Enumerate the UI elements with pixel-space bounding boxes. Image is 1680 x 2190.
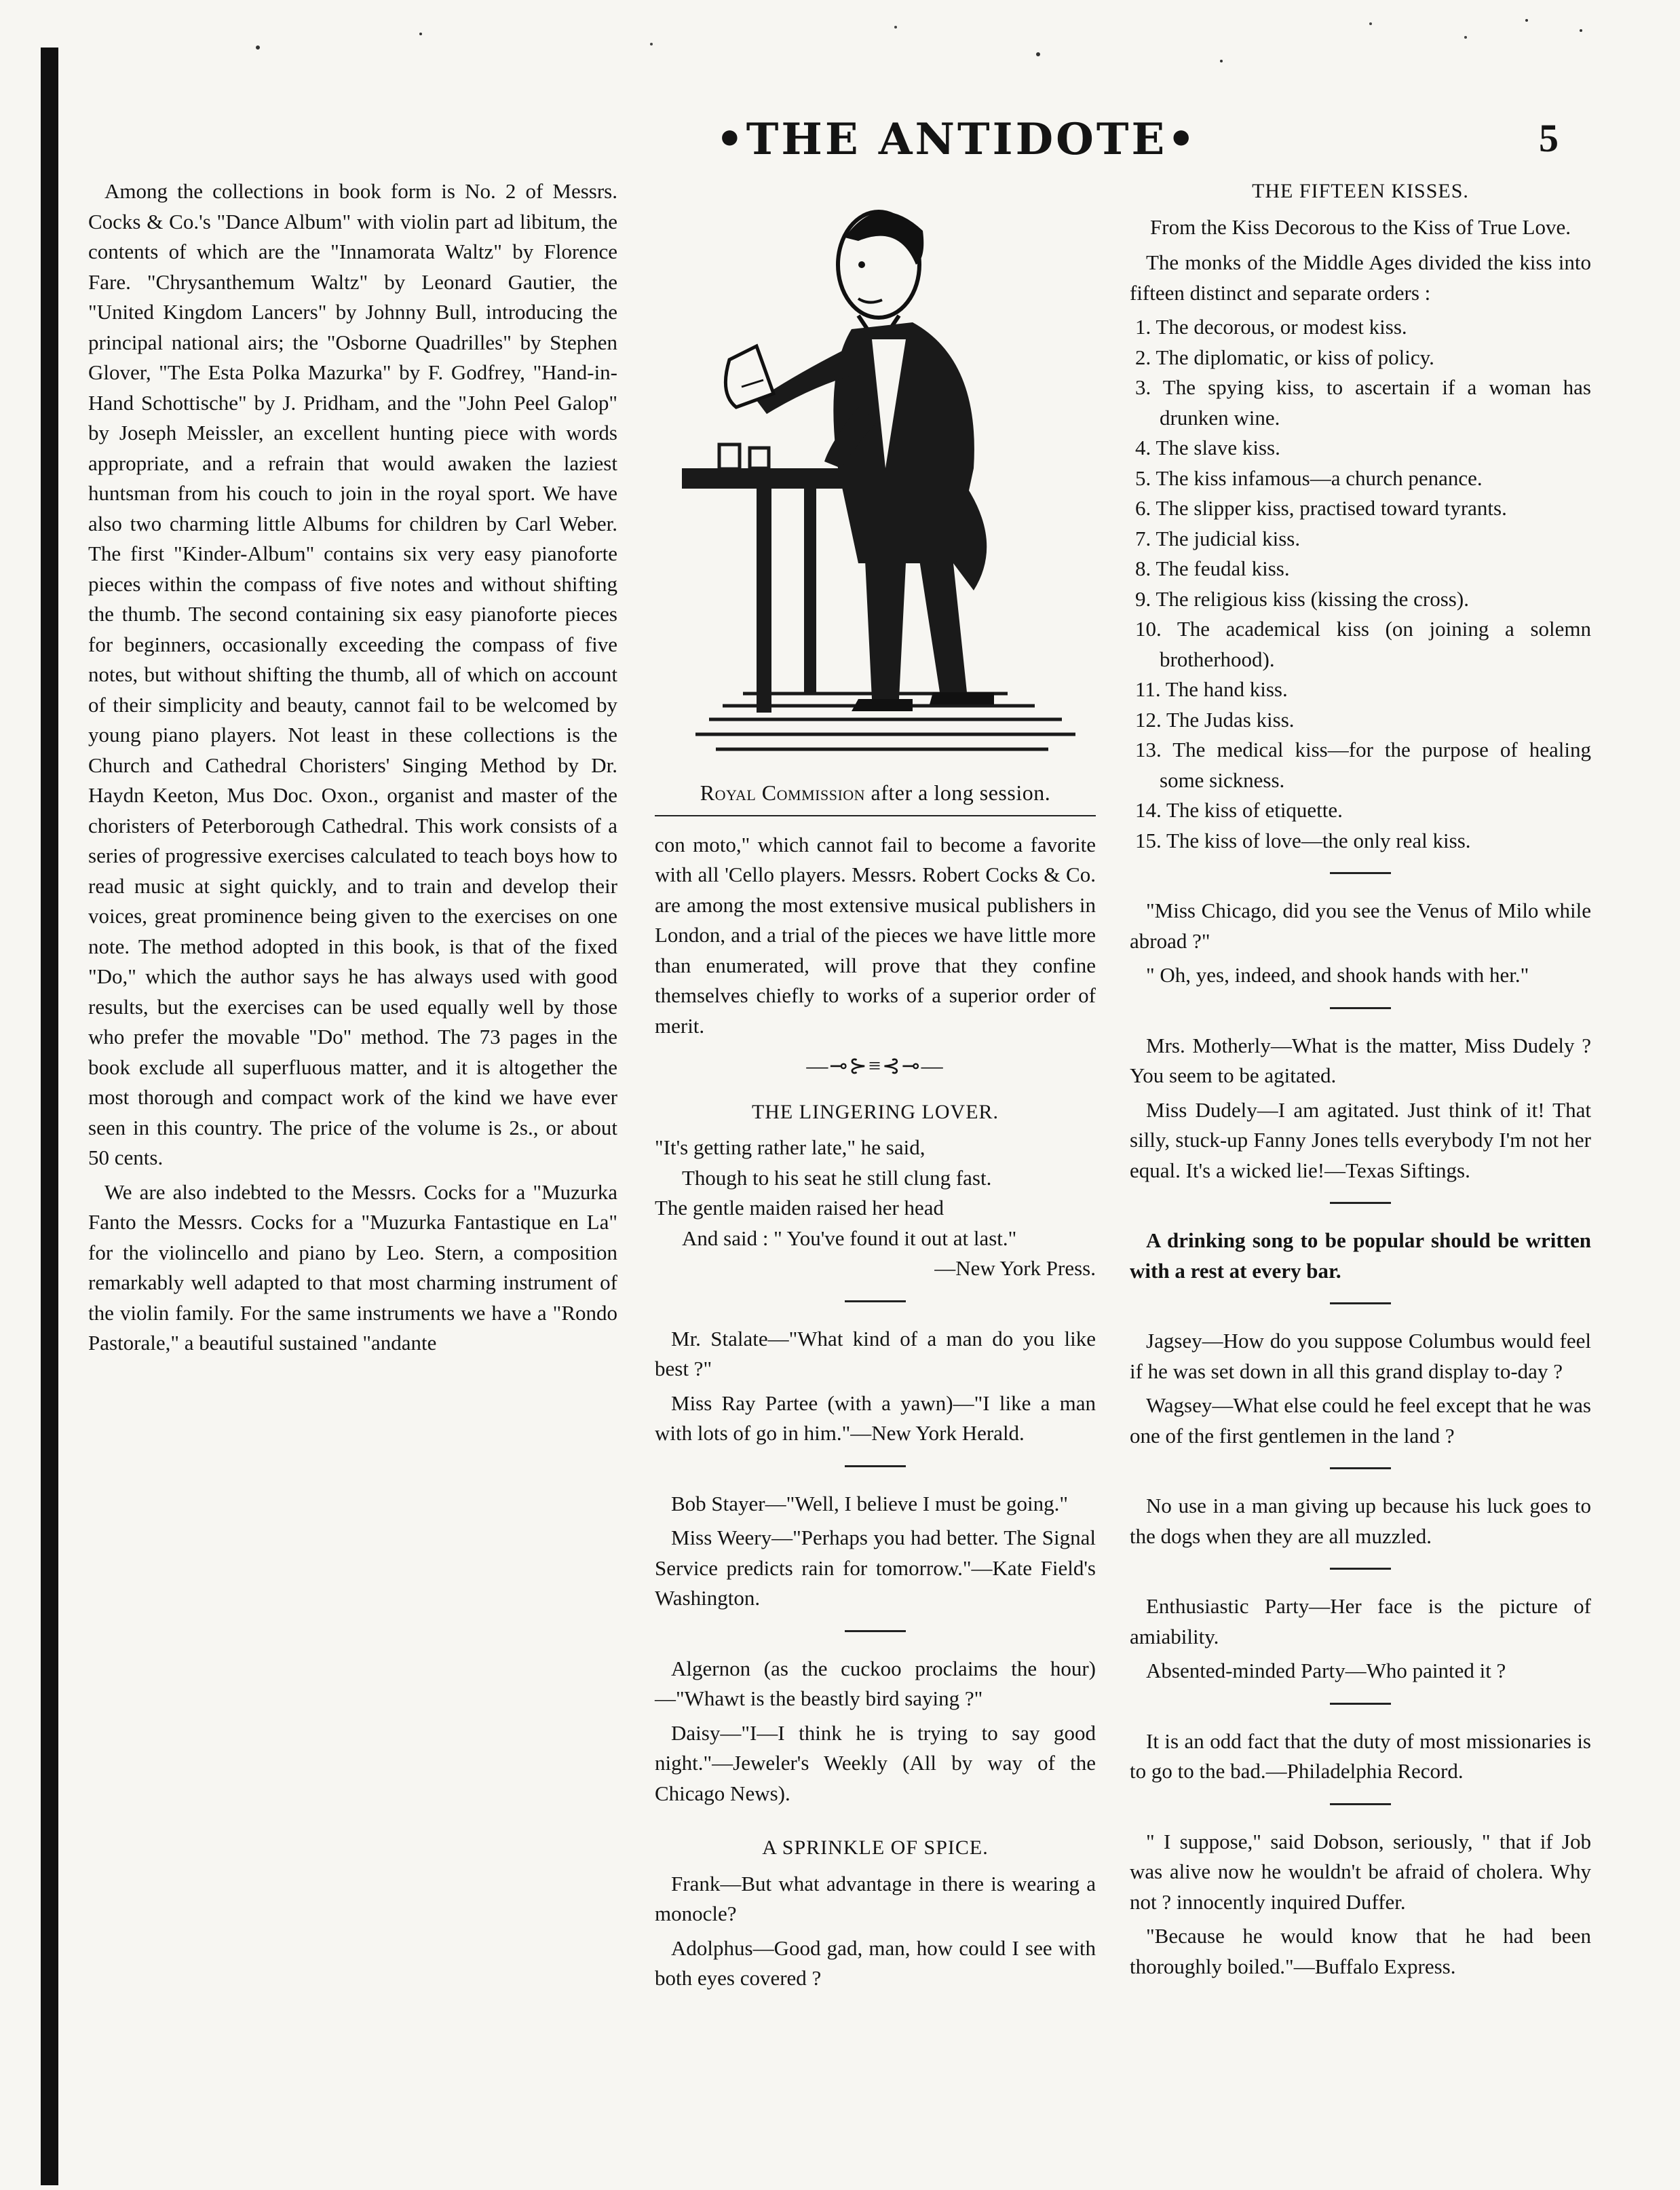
poem-title: THE LINGERING LOVER. — [751, 1100, 999, 1123]
kisses-intro: The monks of the Middle Ages divided the kiss into fifteen distinct and separate orders : — [1130, 250, 1591, 305]
scan-specks — [136, 7, 1628, 81]
divider-rule — [1330, 1467, 1391, 1469]
column-2 — [655, 183, 1096, 1998]
divider-rule — [1330, 1302, 1391, 1304]
music-review-paragraph: We are also indebted to the Messrs. Cocks for a "Muzurka Fanto the Messrs. Cocks for a "Muzurka Fantastique en La" for the violincello and piano by Leo. Stern, a composition remarkably well adapted to that most charming instrument of the violin family. For the same instruments we have a "Rondo Pastorale," a beautiful sustained "andante — [88, 1179, 617, 1355]
music-review-paragraph: Among the collections in book form is No. 2 of Messrs. Cocks & Co.'s "Dance Album" with violin part ad libitum, the contents of which are the "Innamorata Waltz" by Florence Fare. "Chrysanthemum Waltz" by Leonard Gautier, the "United Kingdom Lancers" by Johnny Bull, introducing the principal national airs; the "Osborne Quadrilles" by Stephen Glover, "The Esta Polka Mazurka" by F. Godfrey, "Hand-in-Hand Schottische" by J. Pridham, and the "John Peel Galop" by Joseph Meissler, an excellent hunting piece with words appropriate, and a refrain that would awaken the laziest huntsman from his couch to join in the royal sport. We have also two charming little Albums for children by Carl Weber. The first "Kinder-Album" contains six very easy pianoforte pieces within the compass of five notes and without shifting the thumb. The second containing six easy pianoforte pieces for beginners, occasionally exceeding the compass of five notes, but without shifting the thumb, all of which on account of their simplicity and beauty, cannot fail to be welcomed by young piano players. Not least in these collections is the Church and Cathedral Choristers' Singing Method by Dr. Haydn Keeton, Mus Doc. Oxon., organist and master of the choristers of Peterborough Cathedral. This work consists of a series of progressive exercises calculated to teach boys how to read music at sight quickly, and to train and develop their voices, great prominence being given to the exercises on one note. The method adopted in this book, is that of the fixed "Do," which the author says he has always used with good results, but the exercises can be used equally well by those who prefer the movable "Do" method. The 73 pages in the book exclude all superfluous matter, and it is altogether the most thorough and compact work of the kind we have ever seen in this country. The price of the volume is 2s., or about 50 cents. — [88, 179, 617, 1169]
item-line: " I suppose," said Dobson, seriously, " that if Job was alive now he wouldn't be afraid of cholera. Why not ? innocently inquired Duffer. — [1130, 1829, 1591, 1914]
joke-line: Mr. Stalate—"What kind of a man do you like best ?" — [655, 1326, 1096, 1380]
ornament-divider: —⊸⊱≡⊰⊸— — [806, 1053, 944, 1078]
list-item: 15. The kiss of love—the only real kiss. — [1135, 828, 1471, 852]
list-item: 1. The decorous, or modest kiss. — [1135, 315, 1407, 339]
list-item: 11. The hand kiss. — [1135, 677, 1288, 701]
list-item: 2. The diplomatic, or kiss of policy. — [1135, 345, 1434, 369]
item-line: Absented-minded Party—Who painted it ? — [1146, 1659, 1506, 1682]
poem-credit: —New York Press. — [934, 1256, 1096, 1280]
joke-line: Miss Ray Partee (with a yawn)—"I like a man with lots of go in him."—New York Herald. — [655, 1391, 1096, 1445]
list-item: 3. The spying kiss, to ascertain if a woman has drunken wine. — [1135, 375, 1591, 430]
divider-rule — [845, 1630, 906, 1632]
list-item: 5. The kiss infamous—a church penance. — [1135, 466, 1483, 490]
item-line: "Miss Chicago, did you see the Venus of Milo while abroad ?" — [1130, 899, 1591, 953]
list-item: 13. The medical kiss—for the purpose of healing some sickness. — [1135, 738, 1591, 792]
divider-rule — [1330, 872, 1391, 874]
list-item: 4. The slave kiss. — [1135, 436, 1280, 459]
list-item: 12. The Judas kiss. — [1135, 707, 1295, 732]
item-line: Miss Dudely—I am agitated. Just think of it! That silly, stuck-up Fanny Jones tells everybody I'm not her equal. It's a wicked lie!—Texas Siftings. — [1130, 1097, 1591, 1182]
list-item: 7. The judicial kiss. — [1135, 526, 1301, 550]
divider-rule — [1330, 1202, 1391, 1204]
review-continuation: con moto," which cannot fail to become a favorite with all 'Cello players. Messrs. Robert Cocks & Co. are among the most extensive musical publishers in London, and a trial of the pieces we have little more than enumerated, will prove that they confine themselves chiefly to works of a superior order of merit. — [655, 832, 1096, 1038]
spice-title: A SPRINKLE OF SPICE. — [762, 1836, 989, 1859]
divider-rule — [1330, 1803, 1391, 1805]
kisses-subtitle: From the Kiss Decorous to the Kiss of True Love. — [1150, 214, 1571, 239]
caption-small-caps: Royal Commission — [700, 780, 866, 805]
divider-rule — [845, 1300, 906, 1302]
poem — [655, 1133, 1096, 1284]
page-number: 5 — [1539, 116, 1559, 160]
poem-line: The gentle maiden raised her head — [655, 1196, 944, 1220]
joke-line: Algernon (as the cuckoo proclaims the hour)—"Whawt is the beastly bird saying ?" — [655, 1656, 1096, 1710]
column-1 — [88, 176, 617, 1363]
kisses-list — [1130, 312, 1591, 856]
divider-rule — [1330, 1703, 1391, 1705]
spice-line: Frank—But what advantage in there is wearing a monocle? — [655, 1871, 1096, 1925]
item-line: Mrs. Motherly—What is the matter, Miss Dudely ? You seem to be agitated. — [1130, 1033, 1591, 1087]
caption-text: after a long session. — [865, 780, 1051, 805]
item-line: "Because he would know that he had been thoroughly boiled."—Buffalo Express. — [1130, 1924, 1591, 1978]
joke-line: Daisy—"I—I think he is trying to say good night."—Jeweler's Weekly (All by way of the Chicago News). — [655, 1720, 1096, 1805]
list-item: 14. The kiss of etiquette. — [1135, 798, 1343, 822]
item-line: No use in a man giving up because his luck goes to the dogs when they are all muzzled. — [1130, 1494, 1591, 1548]
list-item: 9. The religious kiss (kissing the cross). — [1135, 586, 1469, 611]
list-item: 8. The feudal kiss. — [1135, 556, 1290, 580]
kisses-title: THE FIFTEEN KISSES. — [1252, 180, 1469, 202]
poem-line: And said : " You've found it out at last." — [682, 1226, 1017, 1250]
illustration-caption — [655, 778, 1096, 816]
poem-line: Though to his seat he still clung fast. — [682, 1165, 992, 1190]
divider-rule — [1330, 1568, 1391, 1570]
masthead: •THE ANTIDOTE• — [715, 114, 1198, 165]
list-item: 10. The academical kiss (on joining a solemn brotherhood). — [1135, 617, 1591, 671]
poem-line: "It's getting rather late," he said, — [655, 1135, 925, 1159]
butler-illustration — [655, 183, 1096, 774]
joke-line: Miss Weery—"Perhaps you had better. The Signal Service predicts rain for tomorrow."—Kate Field's Washington. — [655, 1526, 1096, 1610]
scan-edge — [41, 48, 58, 2185]
divider-rule — [1330, 1007, 1391, 1009]
item-line: A drinking song to be popular should be written with a rest at every bar. — [1130, 1228, 1591, 1283]
list-item: 6. The slipper kiss, practised toward tyrants. — [1135, 496, 1507, 520]
joke-line: Bob Stayer—"Well, I believe I must be going." — [671, 1491, 1069, 1515]
column-3 — [1130, 176, 1591, 1986]
divider-rule — [845, 1465, 906, 1467]
item-line: Jagsey—How do you suppose Columbus would feel if he was set down in all this grand display to-day ? — [1130, 1329, 1591, 1383]
item-line: It is an odd fact that the duty of most missionaries is to go to the bad.—Philadelphia Record. — [1130, 1729, 1591, 1783]
item-line: " Oh, yes, indeed, and shook hands with her." — [1146, 963, 1529, 987]
item-line: Wagsey—What else could he feel except that he was one of the first gentlemen in the land ? — [1130, 1393, 1591, 1448]
spice-line: Adolphus—Good gad, man, how could I see with both eyes covered ? — [655, 1936, 1096, 1990]
item-line: Enthusiastic Party—Her face is the picture of amiability. — [1130, 1594, 1591, 1648]
